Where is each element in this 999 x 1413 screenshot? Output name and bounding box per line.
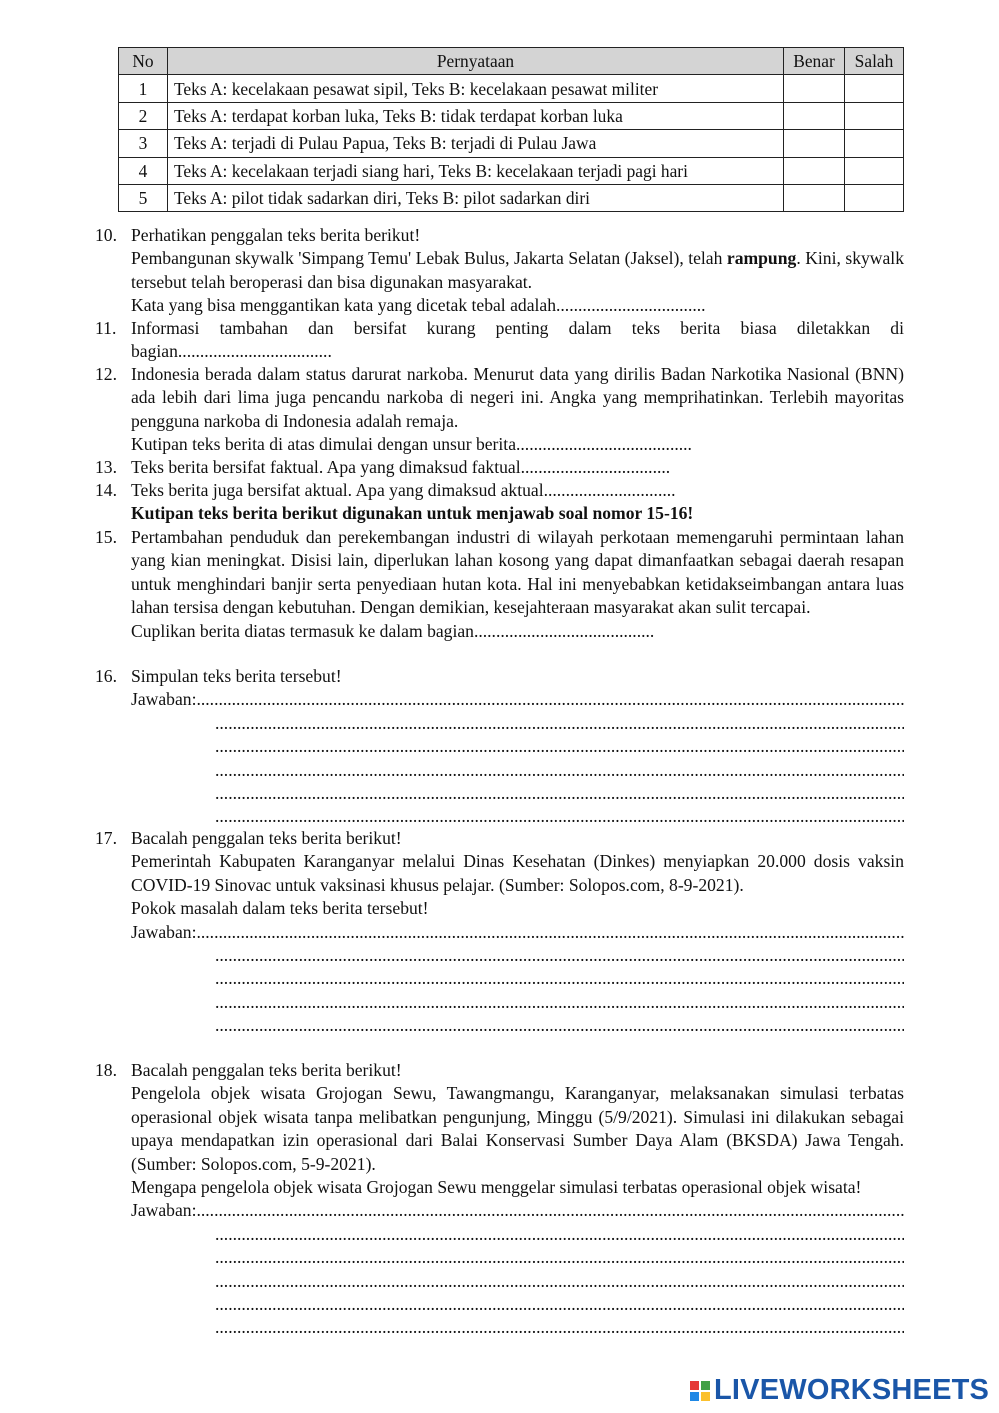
answer-true-cell[interactable] [784,157,845,184]
question-14 [95,479,904,526]
news-excerpt [131,247,904,294]
question-number: 11. [95,318,117,338]
answer-label: Jawaban: [131,1200,197,1221]
row-number: 5 [119,184,168,211]
question-intro: Perhatikan penggalan teks berita berikut! [131,225,421,245]
question-intro: Bacalah penggalan teks berita berikut! [131,1060,402,1080]
question-17 [95,827,904,1038]
answer-line[interactable] [131,1270,904,1293]
col-true-header: Benar [784,48,845,75]
col-false-header: Salah [845,48,904,75]
answer-false-cell[interactable] [845,184,904,211]
row-number: 4 [119,157,168,184]
question-number: 15. [95,527,117,547]
liveworksheets-watermark [690,1374,989,1407]
row-statement: Teks A: kecelakaan terjadi siang hari, Teks B: kecelakaan terjadi pagi hari [168,157,784,184]
question-text: Teks berita bersifat faktual. Apa yang dimaksud faktual.................................. [131,457,671,477]
answer-false-cell[interactable] [845,75,904,102]
answer-line[interactable] [131,1246,904,1269]
question-intro: Bacalah penggalan teks berita berikut! [131,828,402,848]
row-statement: Teks A: kecelakaan pesawat sipil, Teks B: kecelakaan pesawat militer [168,75,784,102]
table-row [119,184,904,211]
answer-false-cell[interactable] [845,157,904,184]
answer-line[interactable] [131,782,904,805]
table-row [119,75,904,102]
question-number: 18. [95,1060,117,1080]
question-text: Pokok masalah dalam teks berita tersebut! [131,898,429,919]
answer-line[interactable] [131,967,904,990]
question-number: 13. [95,457,117,477]
answer-line[interactable] [131,1316,904,1339]
news-excerpt: Pertambahan penduduk dan perekembangan industri di wilayah perkotaan memengaruhi permintaan lahan yang kian meningkat. Disisi lain, diperlukan lahan kosong yang dapat dimanfaatkan sebagai daerah resapan untuk menghindari banjir serta penyediaan hutan kota. Hal ini menyebabkan ketidakseimbangan antara luas lahan tersisa dengan kebutuhan. Dengan demikian, kesejahteraan masyarakat akan sulit tercapai. [131,527,904,618]
row-number: 2 [119,102,168,129]
row-statement: Teks A: terjadi di Pulau Papua, Teks B: terjadi di Pulau Jawa [168,130,784,157]
question-number: 14. [95,480,117,500]
answer-true-cell[interactable] [784,75,845,102]
question-15 [95,526,904,643]
answer-label: Jawaban: [131,921,197,942]
question-number: 10. [95,225,117,245]
news-excerpt: Pengelola objek wisata Grojogan Sewu, Tawangmangu, Karanganyar, melaksanakan simulasi terbatas operasional objek wisata tanpa melibatkan pengunjung, Minggu (5/9/2021). Simulasi ini dilakukan sebagai upaya mendapatkan izin operasional dari Balai Konservasi Sumber Daya Alam (BKSDA) Jawa Tengah. (Sumber: Solopos.com, 5-9-2021). [131,1083,904,1174]
news-excerpt: Pemerintah Kabupaten Karanganyar melalui Dinas Kesehatan (Dinkes) menyiapkan 20.000 dosis vaksin COVID-19 Sinovac untuk vaksinasi khusus pelajar. (Sumber: Solopos.com, 8-9-2021). [131,851,904,895]
answer-false-cell[interactable] [845,102,904,129]
answer-line[interactable] [131,712,904,735]
answer-false-cell[interactable] [845,130,904,157]
question-text: Simpulan teks berita tersebut! [131,666,342,686]
row-statement: Teks A: pilot tidak sadarkan diri, Teks B: pilot sadarkan diri [168,184,784,211]
question-text: Kutipan teks berita di atas dimulai dengan unsur berita........................................ [131,434,692,455]
question-12 [95,363,904,457]
watermark-text: LIVEWORKSHEETS [714,1374,990,1406]
col-no-header: No [119,48,168,75]
row-number: 1 [119,75,168,102]
question-number: 12. [95,364,117,384]
col-statement-header: Pernyataan [168,48,784,75]
question-number: 16. [95,666,117,686]
answer-true-cell[interactable] [784,184,845,211]
answer-line[interactable] [131,1223,904,1246]
excerpt-text: . Kini, skywalk tersebut telah beroperasi dan bisa digunakan masyarakat. [131,248,904,292]
row-number: 3 [119,130,168,157]
answer-line[interactable] [131,805,904,828]
answer-line[interactable] [131,991,904,1014]
statement-table [118,47,904,212]
answer-true-cell[interactable] [784,130,845,157]
answer-line[interactable] [131,688,904,711]
news-excerpt: Indonesia berada dalam status darurat narkoba. Menurut data yang dirilis Badan Narkotika Nasional (BNN) ada lebih dari lima juga pencandu narkoba di negeri ini. Angka yang memprihatinkan. Terlebih mayoritas pengguna narkoba di Indonesia adalah remaja. [131,364,904,431]
question-16 [95,665,904,829]
question-text: Informasi tambahan dan bersifat kurang penting dalam teks berita biasa diletakkan di bagian................................... [131,318,904,362]
answer-line[interactable] [131,921,904,944]
answer-line[interactable] [131,1293,904,1316]
answer-true-cell[interactable] [784,102,845,129]
question-13 [95,456,904,479]
answer-line[interactable] [131,1014,904,1037]
question-text: Mengapa pengelola objek wisata Grojogan Sewu menggelar simulasi terbatas operasional objek wisata! [131,1177,862,1198]
question-text: Kata yang bisa menggantikan kata yang dicetak tebal adalah.................................. [131,295,706,316]
table-row [119,130,904,157]
table-row [119,102,904,129]
question-11 [95,317,904,364]
liveworksheets-logo-icon [690,1381,710,1401]
excerpt-text: Pembangunan skywalk 'Simpang Temu' Lebak Bulus, Jakarta Selatan (Jaksel), telah [131,248,727,269]
section-instruction: Kutipan teks berita berikut digunakan untuk menjawab soal nomor 15-16! [131,503,694,524]
question-text: Teks berita juga bersifat aktual. Apa yang dimaksud aktual.............................. [131,480,676,500]
answer-label: Jawaban: [131,689,197,710]
table-row [119,157,904,184]
bold-word: rampung [726,248,797,269]
answer-line[interactable] [131,759,904,782]
answer-line[interactable] [131,1199,904,1222]
question-text: Cuplikan berita diatas termasuk ke dalam bagian......................................... [131,620,655,641]
answer-line[interactable] [131,735,904,758]
question-10 [95,224,904,318]
answer-line[interactable] [131,944,904,967]
question-number: 17. [95,828,117,848]
question-18 [95,1059,904,1340]
row-statement: Teks A: terdapat korban luka, Teks B: tidak terdapat korban luka [168,102,784,129]
